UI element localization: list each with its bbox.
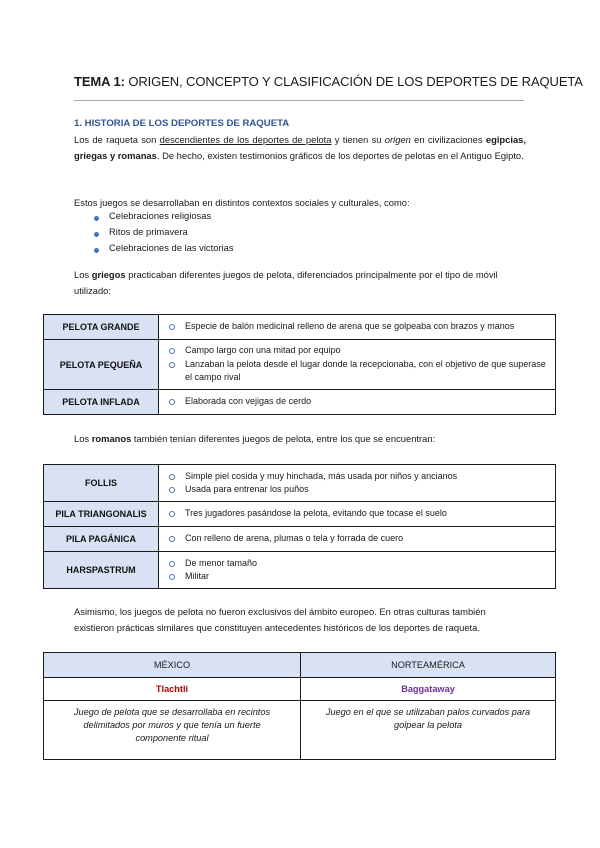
bullet-item	[74, 242, 474, 258]
table-row	[44, 701, 556, 760]
table-row	[44, 340, 556, 390]
bullet-item	[74, 226, 474, 242]
circle-bullet-icon	[169, 561, 175, 567]
bullet-dot-icon	[94, 216, 99, 221]
romans-text-a: Los	[74, 433, 92, 444]
circle-bullet-icon	[169, 511, 175, 517]
bullet-text: Ritos de primavera	[109, 226, 188, 237]
roman-name-cell: HARSPASTRUM	[44, 552, 159, 589]
greeks-bold: griegos	[91, 269, 126, 280]
bullet-dot-icon	[94, 248, 99, 253]
bullet-text: Celebraciones de las victorias	[109, 242, 234, 253]
list-item	[169, 507, 547, 521]
list-item	[169, 557, 547, 571]
table-row	[44, 390, 556, 415]
list-item-text: Simple piel cosida y muy hinchada, más usada por niños y ancianos	[185, 470, 458, 481]
greeks-paragraph	[74, 267, 514, 299]
table-row	[44, 552, 556, 589]
roman-name-cell: PILA PAGÁNICA	[44, 527, 159, 552]
table-row	[44, 527, 556, 552]
list-item	[169, 470, 547, 484]
circle-bullet-icon	[169, 574, 175, 580]
bullet-item	[74, 210, 474, 226]
list-item	[169, 570, 547, 584]
title-text: ORIGEN, CONCEPTO Y CLASIFICACIÓN DE LOS DEPORTES DE RAQUETA	[124, 74, 583, 89]
romans-paragraph	[74, 431, 526, 447]
greeks-text-a: Los	[74, 269, 92, 280]
title-prefix: TEMA 1:	[74, 74, 125, 89]
greek-ball-table	[43, 314, 556, 415]
greek-desc-cell	[159, 390, 556, 415]
circle-bullet-icon	[169, 487, 175, 493]
greek-name-cell: PELOTA INFLADA	[44, 390, 159, 415]
list-item-text: Lanzaban la pelota desde el lugar donde la recepcionaba, con el objetivo de que superase el campo rival	[185, 358, 546, 383]
circle-bullet-icon	[169, 348, 175, 354]
list-item-text: Campo largo con una mitad por equipo	[185, 345, 341, 356]
table-row	[44, 653, 556, 678]
table-row	[44, 465, 556, 502]
bullet-dot-icon	[94, 232, 99, 237]
list-item-text: Especie de balón medicinal relleno de arena que se golpeaba con brazos y manos	[185, 321, 515, 332]
circle-bullet-icon	[169, 474, 175, 480]
greek-name-cell: PELOTA GRANDE	[44, 315, 159, 340]
list-item-text: De menor tamaño	[185, 557, 258, 568]
bullet-text: Celebraciones religiosas	[109, 210, 212, 221]
list-item-text: Militar	[185, 571, 209, 581]
roman-desc-cell	[159, 465, 556, 502]
list-item	[169, 532, 547, 546]
circle-bullet-icon	[169, 536, 175, 542]
list-item	[169, 358, 547, 385]
table-row	[44, 678, 556, 701]
list-item-text: Elaborada con vejigas de cerdo	[185, 396, 312, 407]
circle-bullet-icon	[169, 362, 175, 368]
roman-name-cell: PILA TRIANGONALIS	[44, 502, 159, 527]
cultures-table	[43, 652, 556, 760]
circle-bullet-icon	[169, 399, 175, 405]
list-item-text: Usada para entrenar los puños	[185, 484, 309, 494]
circle-bullet-icon	[169, 324, 175, 330]
greeks-text-c: practicaban diferentes juegos de pelota, diferenciados principalmente por el tipo de móvil utilizado:	[74, 269, 498, 296]
list-item	[169, 320, 547, 334]
culture-desc-north-america: Juego en el que se utilizaban palos curvados para golpear la pelota	[301, 701, 556, 760]
roman-desc-cell	[159, 527, 556, 552]
intro-text-c: y tienen su	[331, 134, 385, 145]
intro-italic-origen: origen	[384, 134, 411, 145]
romans-bold: romanos	[91, 433, 132, 444]
table-row	[44, 502, 556, 527]
greek-desc-cell	[159, 315, 556, 340]
intro-underlined: descendientes de los deportes de pelota	[159, 134, 332, 145]
intro-paragraph	[74, 132, 526, 164]
page-title	[74, 74, 583, 89]
culture-name-baggataway: Baggataway	[301, 678, 556, 701]
section-heading: 1. HISTORIA DE LOS DEPORTES DE RAQUETA	[74, 118, 290, 129]
culture-header-mexico: MÉXICO	[44, 653, 301, 678]
list-item	[169, 395, 547, 409]
roman-ball-table	[43, 464, 556, 589]
title-divider	[74, 100, 524, 101]
intro-text-a: Los de raqueta son	[74, 134, 160, 145]
culture-name-tlachtli: Tlachtli	[44, 678, 301, 701]
other-cultures-paragraph: Asimismo, los juegos de pelota no fueron exclusivos del ámbito europeo. En otras culturas también existieron prácticas similares que constituyen antecedentes históricos de los deportes de raqueta.	[74, 606, 486, 633]
greek-name-cell: PELOTA PEQUEÑA	[44, 340, 159, 390]
list-item-text: Tres jugadores pasándose la pelota, evitando que tocase el suelo	[185, 508, 447, 519]
intro-text-e: en civilizaciones	[410, 134, 486, 145]
intro-text-g: . De hecho, existen testimonios gráficos de los deportes de pelotas en el Antiguo Egipto.	[156, 150, 524, 161]
romans-text-c: también tenían diferentes juegos de pelota, entre los que se encuentran:	[131, 433, 436, 444]
greek-desc-cell	[159, 340, 556, 390]
table-row	[44, 315, 556, 340]
roman-desc-cell	[159, 502, 556, 527]
list-item	[169, 483, 547, 497]
intro-bold-civilizations: egipcias, griegas y romanas	[74, 134, 526, 161]
list-item	[169, 344, 547, 358]
list-item-text: Con relleno de arena, plumas o tela y forrada de cuero	[185, 533, 404, 544]
roman-name-cell: FOLLIS	[44, 465, 159, 502]
culture-header-north-america: NORTEAMÉRICA	[301, 653, 556, 678]
roman-desc-cell	[159, 552, 556, 589]
culture-desc-mexico: Juego de pelota que se desarrollaba en recintos delimitados por muros y que tenía un fuerte componente ritual	[44, 701, 301, 760]
contexts-lead: Estos juegos se desarrollaban en distintos contextos sociales y culturales, como:	[74, 197, 410, 208]
